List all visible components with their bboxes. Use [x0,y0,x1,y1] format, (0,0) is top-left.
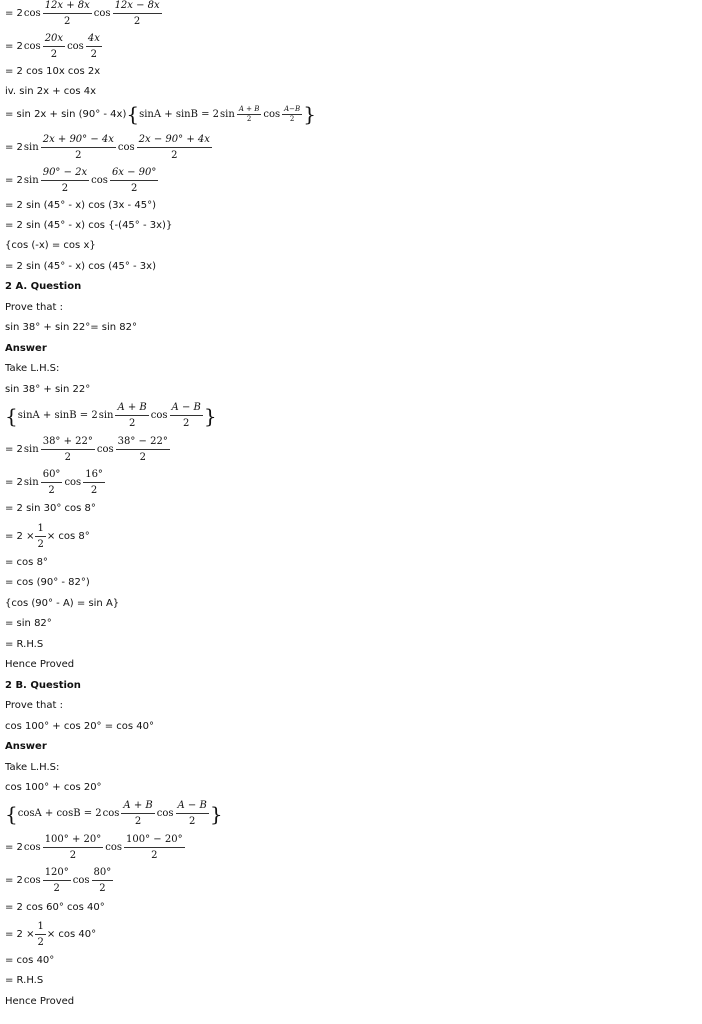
text-line: Prove that : [5,700,63,711]
denominator: 2 [61,183,69,194]
fraction [113,0,162,27]
denominator: 2 [188,816,196,827]
function-name: cos [91,175,108,186]
numerator: 60° [41,469,63,483]
text-line: = cos (90° - 82°) [5,577,90,588]
text-line: = R.H.S [5,975,44,986]
denominator: 2 [246,114,252,123]
equation-line [5,167,159,194]
fraction [110,167,158,194]
open-brace: { [5,801,18,826]
fraction [43,834,104,861]
close-brace: } [209,801,223,826]
answer-heading: Answer [5,343,47,354]
fraction [137,134,212,161]
numerator: 1 [35,921,45,935]
function-name: cos [93,8,111,19]
text-line: Hence Proved [5,996,75,1007]
identity-line [5,800,223,827]
equals-text: = 2 [5,41,23,52]
numerator: 120° [43,867,71,881]
numerator: 1 [35,523,45,537]
denominator: 2 [90,49,98,60]
text-line: Prove that : [5,302,63,313]
text-line: = 2 sin (45° - x) cos {-(45° - 3x)} [5,220,173,231]
function-name: cos [23,875,41,886]
fraction [35,921,45,948]
fraction [170,402,203,429]
numerator: 38° − 22° [116,436,170,450]
function-name: cos [23,842,41,853]
fraction [176,800,209,827]
denominator: 2 [50,49,58,60]
denominator: 2 [183,418,190,429]
function-name: cos [23,8,41,19]
function-name: cos [72,875,90,886]
identity-text: sinA + sinB = 2 [139,108,220,120]
function-name: sin [23,175,39,186]
fraction [35,523,45,550]
function-name: cos [102,808,120,819]
denominator: 2 [99,883,106,894]
fraction [43,867,71,894]
equals-text: = 2 [5,8,23,19]
equation-line [5,104,316,124]
fraction [41,134,116,161]
equation-line [5,0,163,27]
text-line: = cos 40° [5,955,55,966]
function-name: cos [156,808,174,819]
equals-text: = 2 × [5,929,35,940]
text-line: cos 100° + cos 20° = cos 40° [5,721,155,732]
fraction [41,469,63,496]
numerator: 100° − 20° [124,834,185,848]
equals-text: = 2 [5,477,23,488]
denominator: 2 [37,937,44,948]
denominator: 2 [139,452,146,463]
function-name: cos [105,842,123,853]
equation-line [5,834,186,861]
close-brace: } [303,102,316,126]
denominator: 2 [48,485,55,496]
function-name: cos [23,41,41,52]
denominator: 2 [64,452,71,463]
equation-line [5,33,103,60]
numerator: A − B [176,800,209,814]
fraction [92,867,114,894]
question-title: 2 B. Question [5,680,81,691]
question-title: 2 A. Question [5,281,82,292]
numerator: 2x − 90° + 4x [137,134,212,148]
identity-text: sinA + sinB = 2 [17,410,98,421]
equals-text: = 2 [5,842,23,853]
equals-text: = 2 [5,175,23,186]
denominator: 2 [289,114,295,123]
numerator: 90° − 2x [41,167,89,181]
numerator: 6x − 90° [110,167,158,181]
text-line: = sin 82° [5,618,52,629]
function-name: sin [23,444,39,455]
denominator: 2 [133,16,141,27]
denominator: 2 [134,816,142,827]
text-line: Take L.H.S: [5,363,60,374]
text-line: iv. sin 2x + cos 4x [5,86,97,97]
denominator: 2 [69,850,77,861]
answer-heading: Answer [5,741,47,752]
denominator: 2 [75,150,82,161]
numerator: 12x + 8x [43,0,92,14]
fraction [116,436,170,463]
text-line: cos 100° + cos 20° [5,782,102,793]
open-brace: { [5,403,18,428]
equation-line [5,523,90,550]
equals-text: = 2 [5,142,23,153]
numerator: A−B [284,104,301,113]
function-name: cos [67,41,84,52]
denominator: 2 [151,850,158,861]
numerator: A + B [121,800,154,814]
fraction [282,105,302,124]
denominator: 2 [53,883,60,894]
equation-line [5,867,114,894]
function-name: sin [220,108,235,120]
numerator: 20x [43,33,65,47]
equation-line [5,436,171,463]
open-brace: { [126,102,140,126]
equals-text: = 2 [5,875,23,886]
equals-text: = 2 [5,444,23,455]
numerator: 80° [92,867,114,881]
text-line: {cos (-x) = cos x} [5,240,96,251]
text-line: = 2 cos 10x cos 2x [5,66,101,77]
fraction [121,800,154,827]
identity-line [5,402,217,429]
text-line: = 2 sin (45° - x) cos (3x - 45°) [5,200,156,211]
function-name: cos [150,410,168,421]
numerator: 4x [86,33,102,47]
text-line: = 2 sin 30° cos 8° [5,503,96,514]
function-name: cos [96,444,114,455]
fraction [43,33,65,60]
numerator: 38° + 22° [41,436,95,450]
text-line: sin 38° + sin 22° [5,384,91,395]
text-line: = R.H.S [5,639,44,650]
equation-line [5,134,213,161]
text-line: = cos 8° [5,557,48,568]
identity-text: cosA + cosB = 2 [17,808,102,819]
function-name: cos [117,142,135,153]
fraction [237,105,262,124]
text-line: Take L.H.S: [5,762,60,773]
text-line: {cos (90° - A) = sin A} [5,598,120,609]
fraction [86,33,102,60]
denominator: 2 [37,539,44,550]
numerator: A + B [238,104,260,113]
equation-line [5,469,106,496]
function-name: sin [98,410,114,421]
denominator: 2 [130,183,138,194]
close-brace: } [203,403,217,428]
fraction [115,402,148,429]
numerator: A + B [115,402,148,416]
text-line: sin 38° + sin 22°= sin 82° [5,322,137,333]
fraction [43,0,92,27]
fraction [41,167,89,194]
function-name: cos [64,477,82,488]
fraction [83,469,105,496]
function-name: sin [23,477,39,488]
text-line: Hence Proved [5,659,75,670]
numerator: 2x + 90° − 4x [41,134,116,148]
denominator: 2 [171,150,178,161]
function-name: sin [23,142,39,153]
text-line: = 2 sin (45° - x) cos (45° - 3x) [5,261,156,272]
denominator: 2 [90,485,98,496]
numerator: 12x − 8x [113,0,162,14]
denominator: 2 [128,418,136,429]
equation-text: × cos 8° [46,531,90,542]
fraction [124,834,185,861]
function-name: cos [263,108,281,120]
denominator: 2 [64,16,71,27]
equation-text: × cos 40° [46,929,97,940]
numerator: A − B [170,402,203,416]
numerator: 100° + 20° [43,834,104,848]
fraction [41,436,95,463]
text-line: = 2 cos 60° cos 40° [5,902,105,913]
equals-text: = 2 × [5,531,35,542]
numerator: 16° [83,469,105,483]
equation-text: = sin 2x + sin (90° - 4x) [5,108,127,120]
equation-line [5,921,96,948]
